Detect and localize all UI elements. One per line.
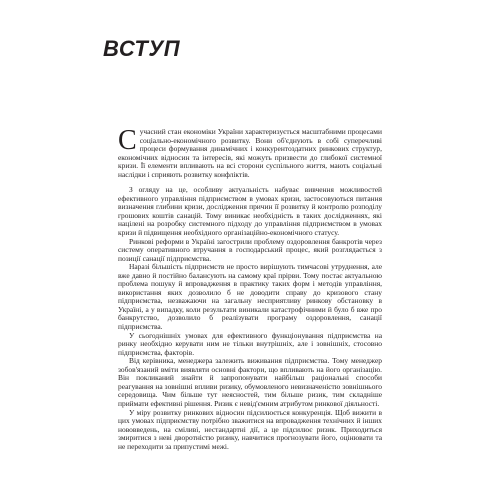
paragraph: У міру розвитку ринкових відносин підсилюється конкуренція. Щоб вижити в цих умовах підприємству потрібно зважитися на впровадження технічних й інших нововведень, на сміливі, нестандартні дії, а це підсилює ризик. Приходиться змиритися з неві дворотністю ризику, навчитися прогнозувати його, оцінювати та не переходити за припустимі межі. [118,407,382,451]
paragraph: У сьогоднішніх умовах для ефективного функціонування підприємства на ринку необхідно керувати ним не тільки внутрішніх, але і зовнішніх, стосовно підприємства, факторів. [118,330,382,357]
drop-cap: С [118,125,137,156]
paragraph-text: учасний стан економіки України характеризується масштабними процесами соціально-економічного розвитку. Вони об'єднують в собі суперечливі процеси формування динамічних і конкурентоздатних ринкових структур, економічних відносин та інтересів, які можуть призвести до глибокої системної кризи. Її елементи впливають на всі сторони суспільного життя, мають соціальні наслідки і сприяють розвитку конфліктів. [118,127,382,179]
paragraph: Наразі більшість підприємств не просто вирішують тимчасові утруднення, але вже давно й постійно балансують на самому краї прірви. Тому постає актуальною проблема пошуку й впровадження в практику таких форм і методів управління, використання яких дозволило б не доводити справу до кризового стану підприємства, незважаючи на загальну несприятливу ринкову обстановку в Україні, а у випадку, коли результати виникали катастрофічними й було б вже про банкрутство, дозволило б реалізувати програму оздоровлення, санації підприємства. [118,262,382,332]
body-text [118,125,382,451]
paragraph: З огляду на це, особливу актуальність набуває вивчення можливостей ефективного управління підприємством в умовах кризи, застосовуються питання визначення глибини кризи, дослідження причин її розвитку й контролю розподілу грошових коштів санацій. Тому виникає необхідність в таких дослідженнях, які націлені на розробку системного підходу до управління підприємством в умовах кризи й підвищення необхідного організаційно-економічного статусу. [118,185,382,238]
paragraph: Ринкові реформи в Україні загострили проблему оздоровлення банкротів через систему оперативного втручання в господарський процес, який розглядається з позиції санації підприємства. [118,236,382,263]
page-title: ВСТУП [103,36,181,61]
paragraph: Від керівника, менеджера залежить виживання підприємства. Тому менеджер зобов'язаний вміти виявляти основні фактори, що впливають на його організацію. Він покликаний знайти й запропонувати найбільш раціональні способи реагування на зовнішні впливи ризику, обумовленого невизначеністю зовнішнього середовища. Чим більше тут неясностей, тим більше ризик, тим складніше приймати ефективні рішення. Ризик є невід'ємним атрибутом ринкової діяльності. [118,356,382,408]
paragraph-intro [118,125,382,179]
